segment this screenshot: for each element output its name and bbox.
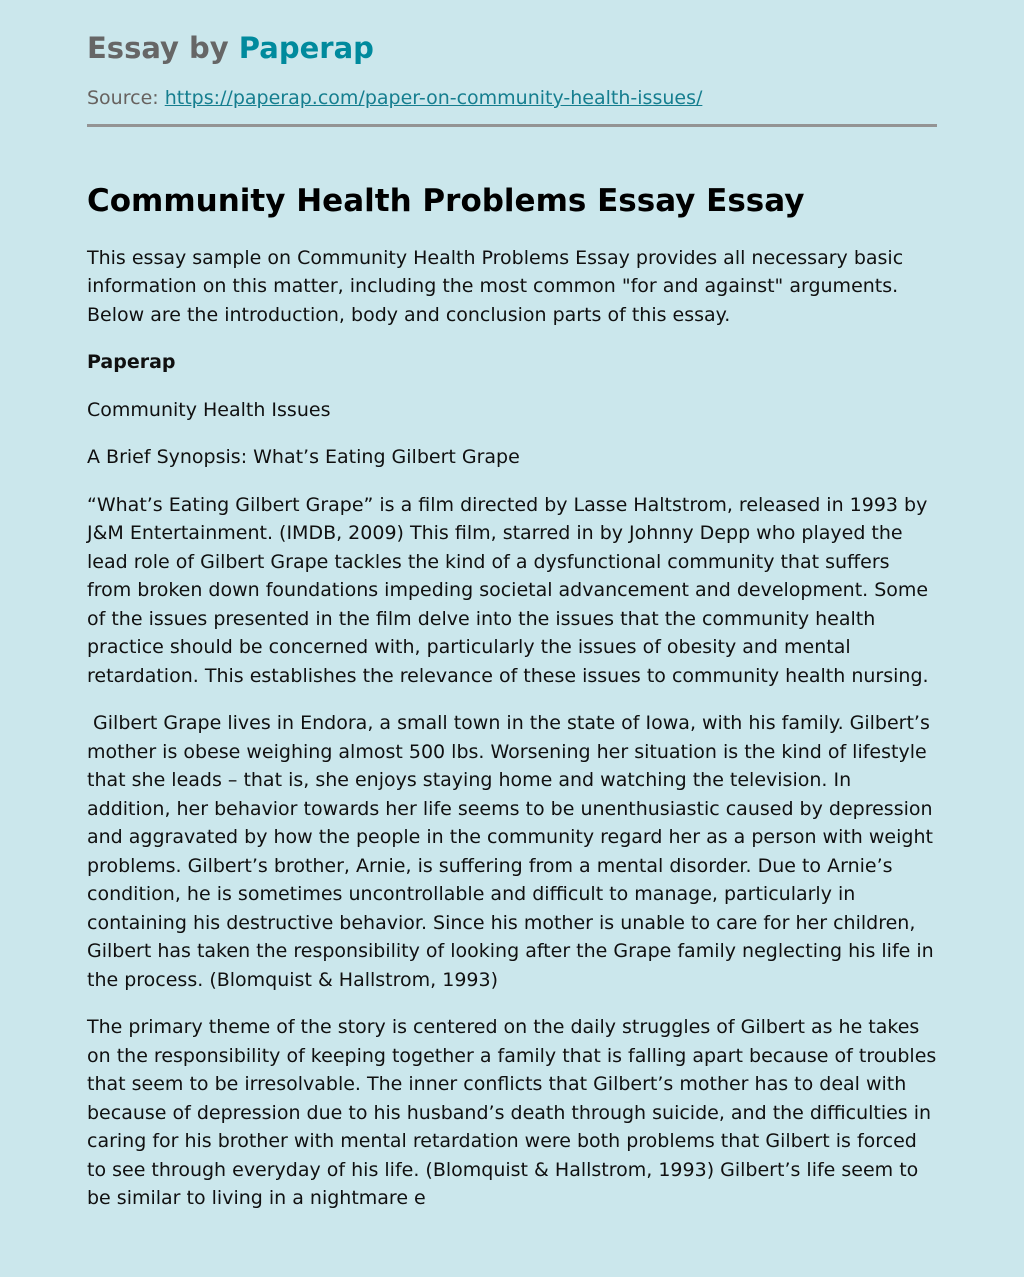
header-divider [87, 124, 937, 127]
brand-link[interactable]: Paperap [238, 31, 374, 65]
source-label: Source: [87, 86, 159, 109]
document-header [87, 31, 937, 127]
body-paragraph-3: The primary theme of the story is centered on the daily struggles of Gilbert as he takes on the responsibility of keeping together a family that is falling apart because of troubles that seem to be irresolvable. The inner conflicts that Gilbert’s mother has to deal with because of depression due to his husband’s death through suicide, and the difficulties in caring for his brother with mental retardation were both problems that Gilbert is forced to see through everyday of his life. (Blomquist & Hallstrom, 1993) Gilbert’s life seem to be similar to living in a nightmare e [87, 1016, 943, 1210]
source-line [87, 87, 937, 109]
essay-content [87, 182, 943, 1213]
intro-paragraph: This essay sample on Community Health Problems Essay provides all necessary basic information on this matter, including the most common "for and against" arguments. Below are the introduction, body and conclusion parts of this essay. [87, 246, 910, 326]
essay-title: Community Health Problems Essay Essay [87, 182, 805, 219]
body-paragraph-1: “What’s Eating Gilbert Grape” is a film directed by Lasse Haltstrom, released in 1993 by J&M Entertainment. (IMDB, 2009) This film, starred in by Johnny Depp who played the lead role of Gilbert Grape tackles the kind of a dysfunctional community that suffers from broken down foundations impeding societal advancement and development. Some of the issues presented in the film delve into the issues that the community health practice should be concerned with, particularly the issues of obesity and mental retardation. This establishes the relevance of these issues to community health nursing. [87, 493, 935, 687]
author-heading: Paperap [87, 351, 176, 374]
topic-line: Community Health Issues [87, 398, 331, 421]
document-title [87, 31, 937, 66]
essay-page [87, 0, 943, 1213]
document-title-prefix: Essay by [87, 31, 229, 65]
synopsis-heading: A Brief Synopsis: What’s Eating Gilbert Grape [87, 446, 520, 469]
body-paragraph-2: Gilbert Grape lives in Endora, a small town in the state of Iowa, with his family. Gilbert’s mother is obese weighing almost 500 lbs. Worsening her situation is the kind of lifestyle that she leads – that is, she enjoys staying home and watching the television. In addition, her behavior towards her life seems to be unenthusiastic caused by depression and aggravated by how the people in the community regard her as a person with weight problems. Gilbert’s brother, Arnie, is suffering from a mental disorder. Due to Arnie’s condition, he is sometimes uncontrollable and difficult to manage, particularly in containing his destructive behavior. Since his mother is unable to care for her children, Gilbert has taken the responsibility of looking after the Grape family neglecting his life in the process. (Blomquist & Hallstrom, 1993) [87, 712, 940, 991]
source-link[interactable]: https://paperap.com/paper-on-community-health-issues/ [164, 86, 703, 109]
